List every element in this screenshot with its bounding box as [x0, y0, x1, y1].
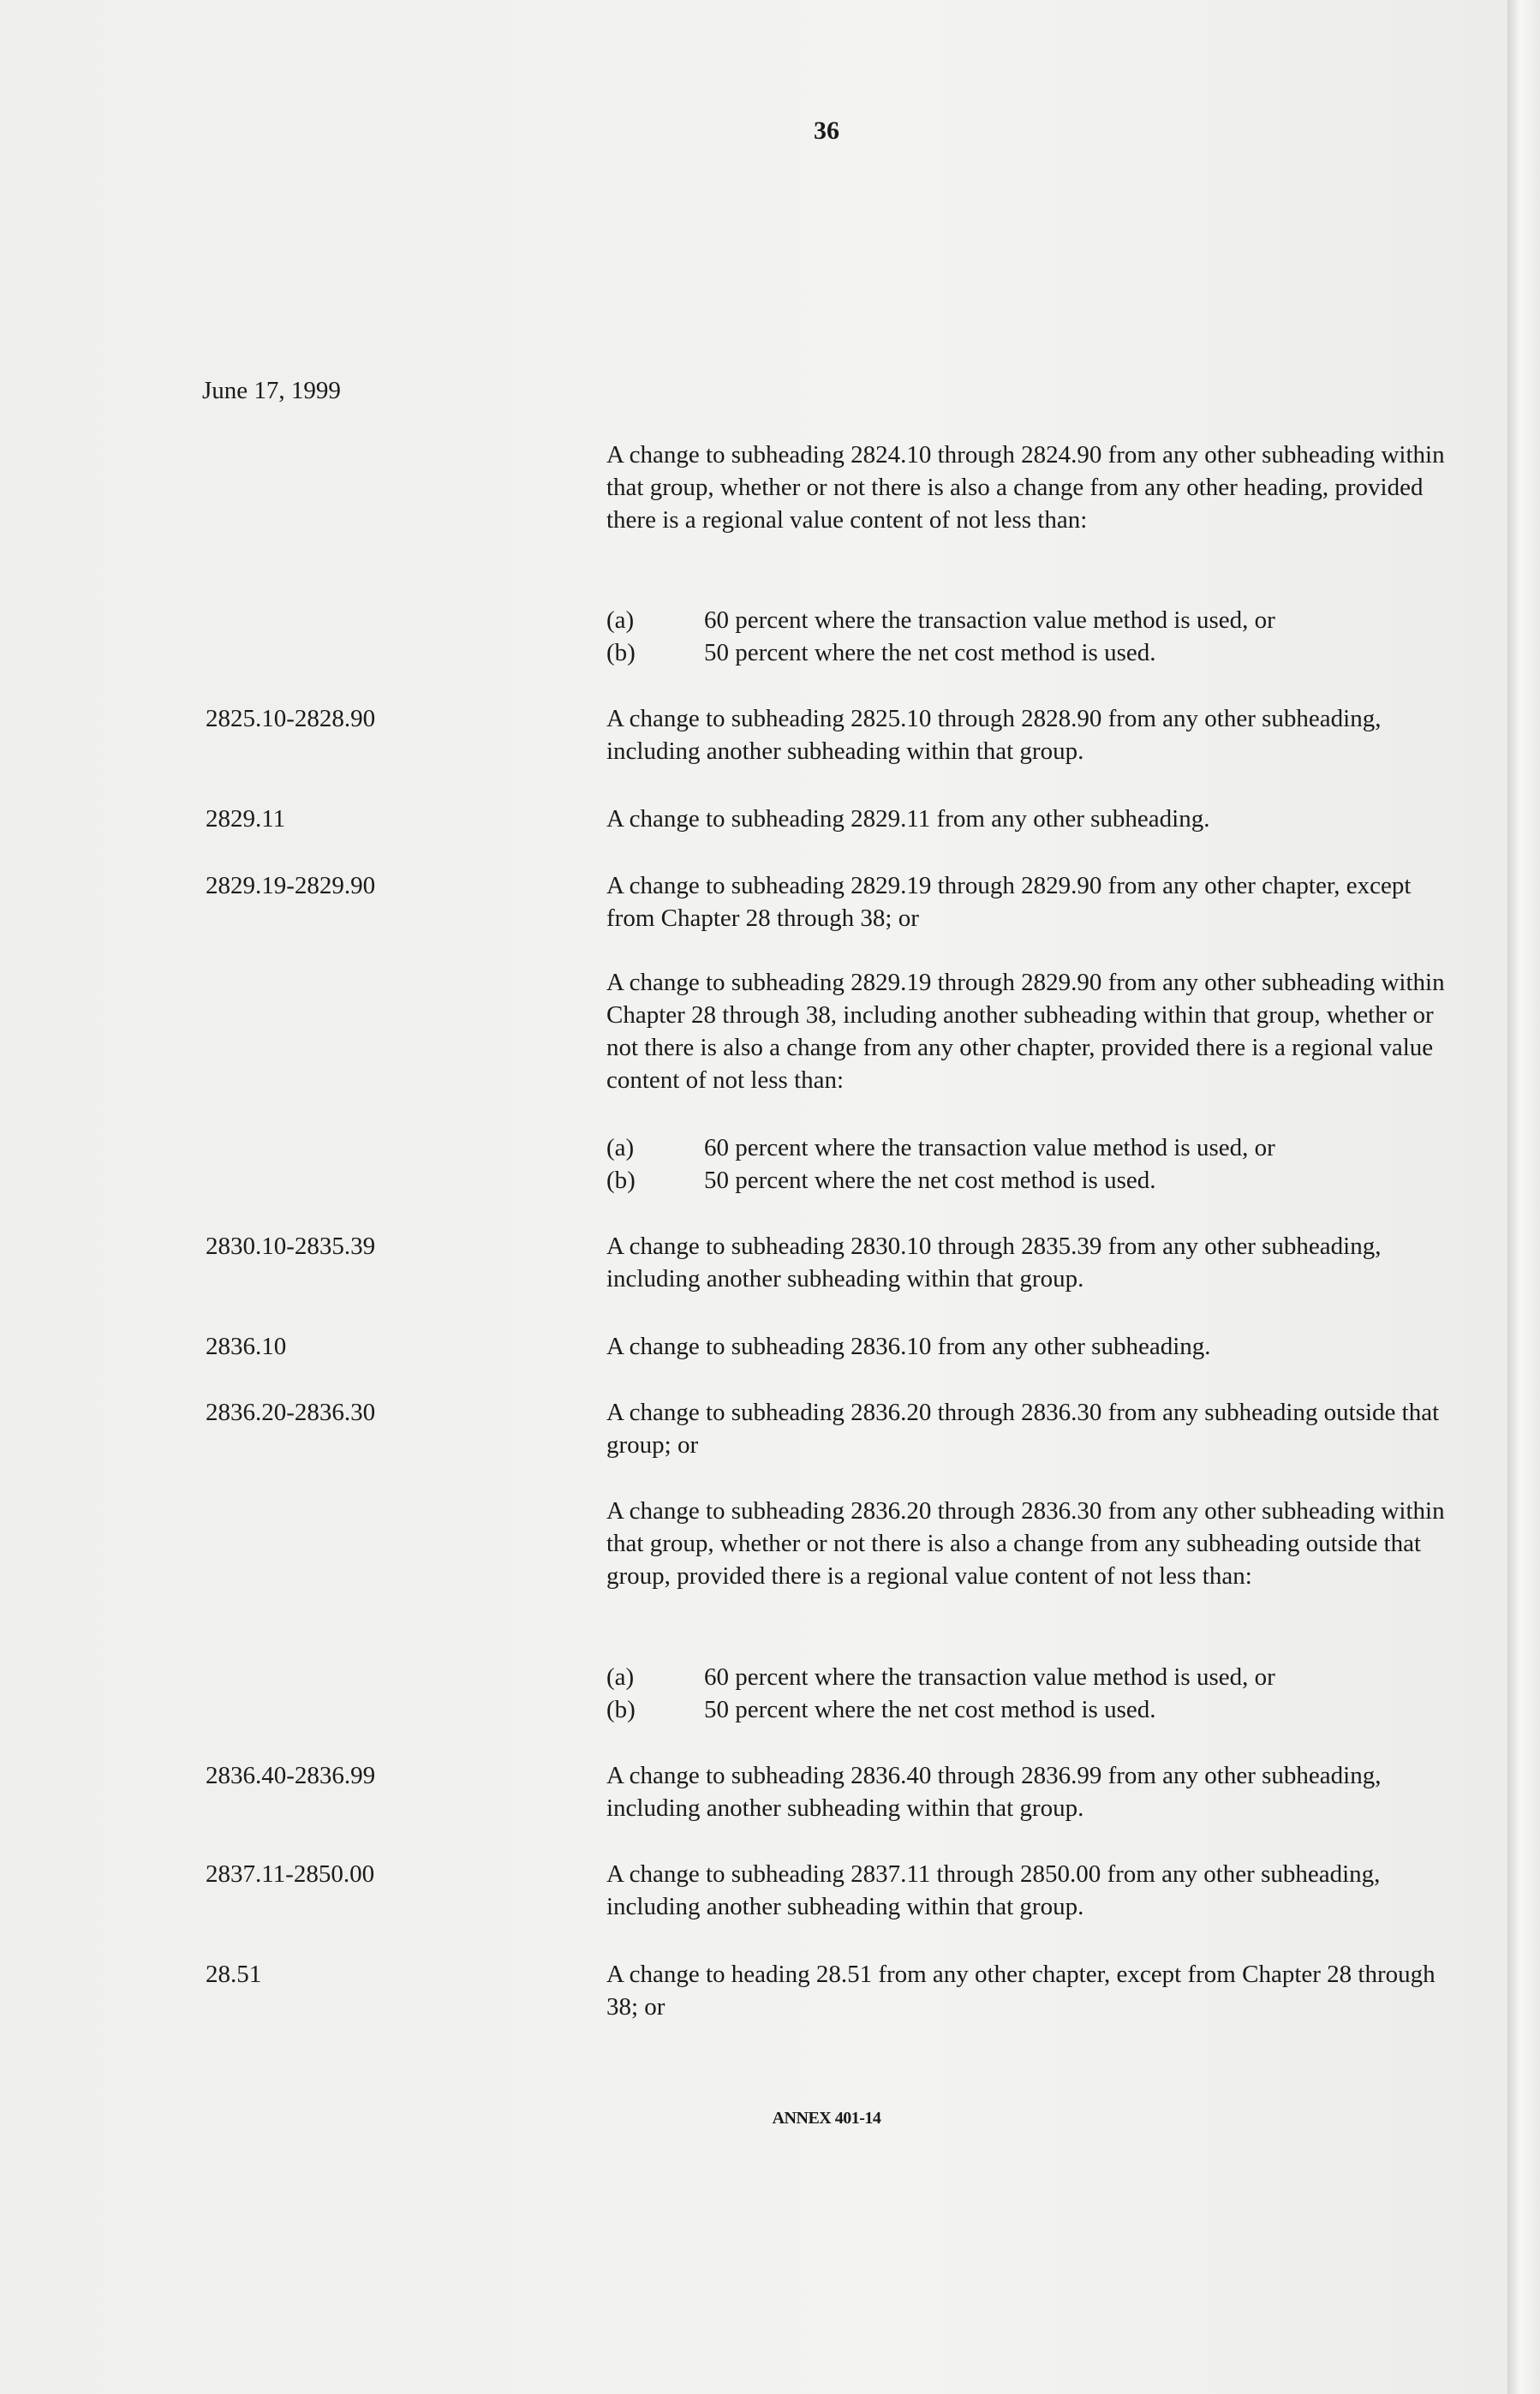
- tariff-code: 2836.10: [206, 1333, 287, 1360]
- rule-text: A change to subheading 2836.20 through 2836.30 from any subheading outside that group; or: [606, 1399, 1440, 1459]
- rule-text: A change to subheading 2829.19 through 2829.90 from any other chapter, except from Chapter 28 through 38; or: [606, 872, 1412, 932]
- subclause-text: 50 percent where the net cost method is used.: [704, 1696, 1156, 1723]
- tariff-code: 2825.10-2828.90: [206, 705, 376, 732]
- tariff-code: 2829.19-2829.90: [206, 872, 376, 899]
- subclause-label: (a): [606, 606, 635, 634]
- rule-text: A change to subheading 2836.40 through 2836.99 from any other subheading, including another subheading within that group.: [606, 1762, 1382, 1822]
- tariff-code: 2836.20-2836.30: [206, 1399, 376, 1426]
- subclause-text: 50 percent where the net cost method is used.: [704, 639, 1156, 666]
- tariff-code: 2829.11: [206, 805, 286, 833]
- rule-text: A change to heading 28.51 from any other chapter, except from Chapter 28 through 38; or: [606, 1961, 1436, 2021]
- document-date: June 17, 1999: [202, 377, 341, 404]
- tariff-code: 2836.40-2836.99: [206, 1762, 376, 1789]
- subclause-text: 60 percent where the transaction value method is used, or: [704, 1134, 1275, 1161]
- subclause-label: (b): [606, 1696, 636, 1723]
- subclause-text: 50 percent where the net cost method is used.: [704, 1167, 1156, 1194]
- rule-text: A change to subheading 2830.10 through 2835.39 from any other subheading, including another subheading within that group.: [606, 1233, 1382, 1293]
- subclause-label: (b): [606, 1167, 636, 1194]
- rule-text: A change to subheading 2829.11 from any other subheading.: [606, 805, 1210, 833]
- subclause-label: (b): [606, 639, 636, 666]
- rule-text: A change to subheading 2837.11 through 2850.00 from any other subheading, including another subheading within that group.: [606, 1860, 1381, 1920]
- tariff-code: 2830.10-2835.39: [206, 1233, 376, 1260]
- page-number: 36: [814, 116, 839, 145]
- rule-text: A change to subheading 2836.10 from any other subheading.: [606, 1333, 1211, 1360]
- rule-text: A change to subheading 2824.10 through 2824.90 from any other subheading within that group, whether or not there is also a change from any other heading, provided there is a regional value content of not less than:: [606, 441, 1445, 534]
- tariff-code: 2837.11-2850.00: [206, 1860, 375, 1888]
- subclause-text: 60 percent where the transaction value method is used, or: [704, 1663, 1275, 1691]
- subclause-label: (a): [606, 1663, 635, 1691]
- annex-footer: ANNEX 401-14: [772, 2109, 881, 2128]
- rule-text: A change to subheading 2825.10 through 2828.90 from any other subheading, including another subheading within that group.: [606, 705, 1382, 765]
- page-edge: [1507, 0, 1540, 2394]
- subclause-label: (a): [606, 1134, 635, 1161]
- rule-text: A change to subheading 2836.20 through 2836.30 from any other subheading within that group, whether or not there is also a change from any subheading outside that group, provided there is a regional value content of not less than:: [606, 1497, 1445, 1590]
- subclause-text: 60 percent where the transaction value method is used, or: [704, 606, 1275, 634]
- tariff-code: 28.51: [206, 1961, 262, 1988]
- rule-text: A change to subheading 2829.19 through 2829.90 from any other subheading within Chapter 28 through 38, including another subheading within that group, whether or not there is also a change from any other chapter, provided there is a regional value content of not less than:: [606, 969, 1445, 1094]
